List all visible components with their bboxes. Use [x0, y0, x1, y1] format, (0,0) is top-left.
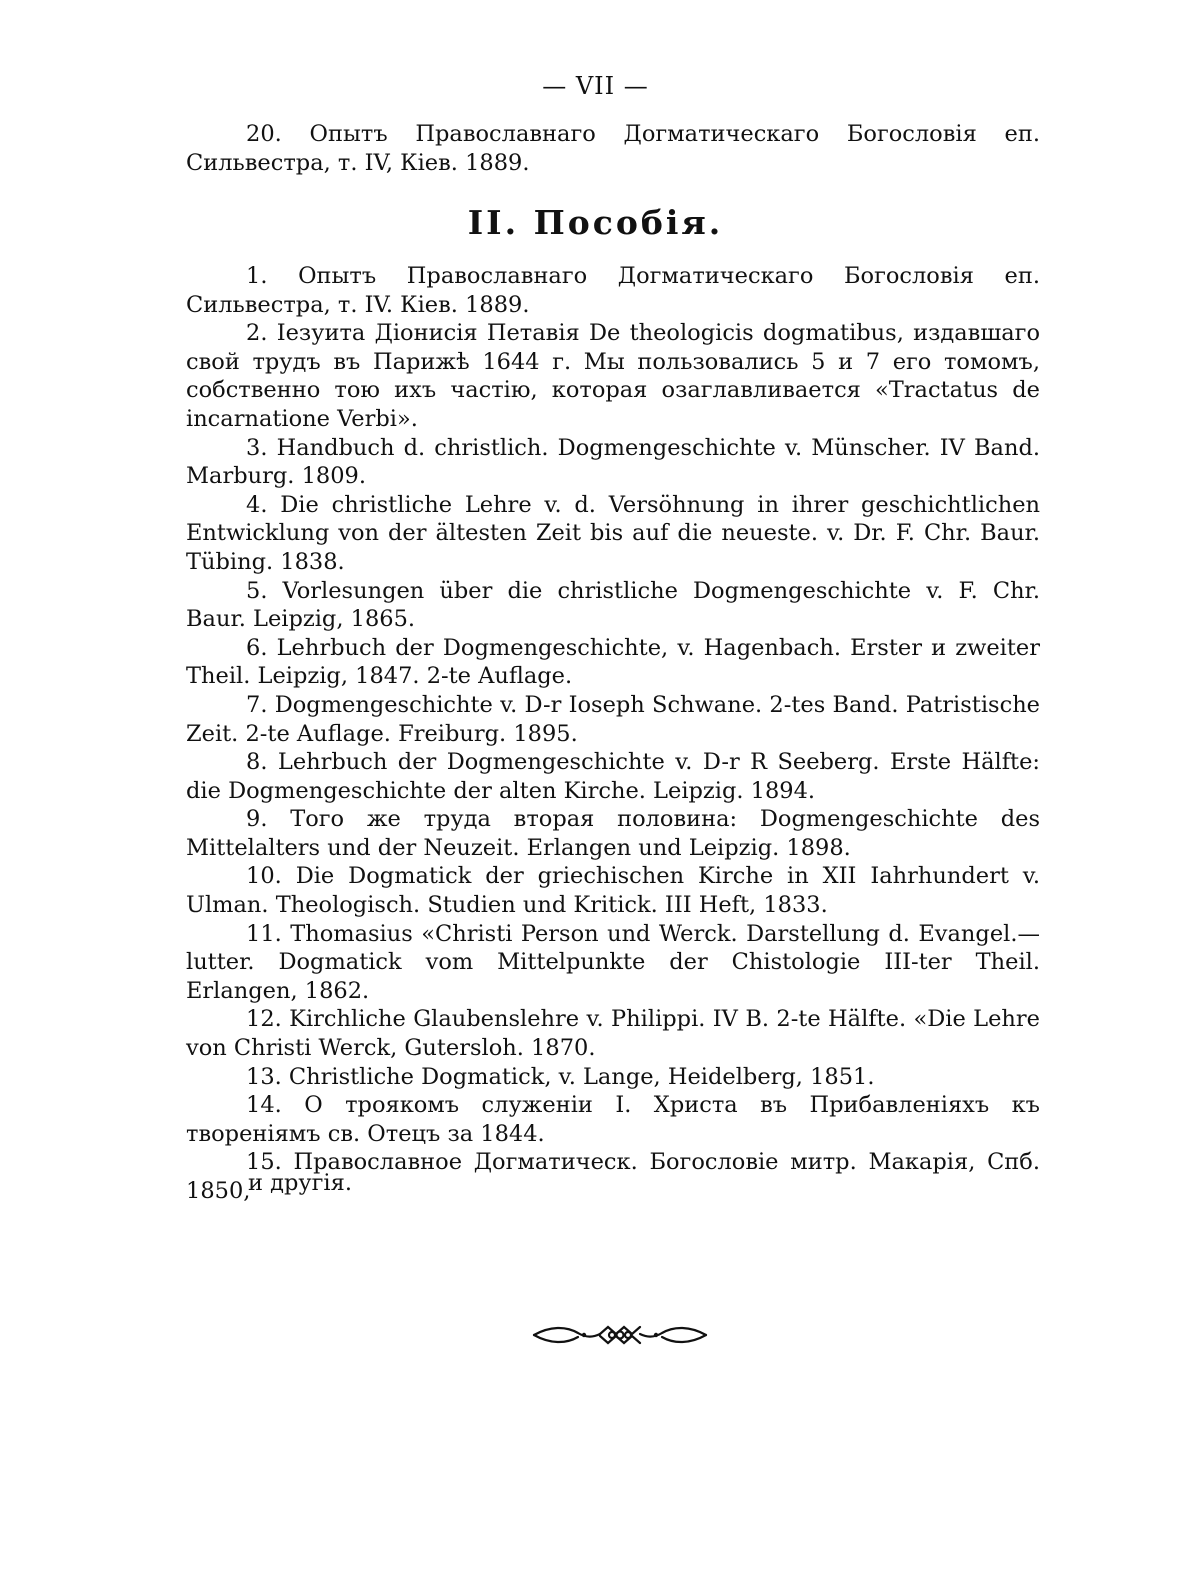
list-item: 5. Vorlesungen über die christliche Dogmengeschichte v. F. Chr. Baur. Leipzig, 1865. — [186, 577, 1040, 633]
list-item: 10. Die Dogmatick der griechischen Kirche in XII Iahrhundert v. Ulman. Theologisch. Studien und Kritick. III Heft, 1833. — [186, 863, 1040, 919]
list-item: 12. Kirchliche Glaubenslehre v. Philippi. IV B. 2-te Hälfte. «Die Lehre von Christi Werck, Gutersloh. 1870. — [186, 1006, 1040, 1062]
closing-text: и другія. — [248, 1170, 352, 1196]
list-item: 8. Lehrbuch der Dogmengeschichte v. D-r R Seeberg. Erste Hälfte: die Dogmengeschichte der alten Kirche. Leipzig. 1894. — [186, 749, 1040, 804]
list-item: 14. О троякомъ служеніи I. Христа въ Прибавленіяхъ къ твореніямъ св. Отецъ за 1844. — [186, 1092, 1040, 1147]
list-item: 2. Іезуита Діонисія Петавія De theologicis dogmatibus, издавшаго свой трудъ въ Парижѣ 1644 г. Мы пользовались 5 и 7 его томомъ, собственно тою ихъ частію, которая озаглавливается «Tractatus de incarnatione Verbi». — [186, 320, 1040, 432]
list-item: 6. Lehrbuch der Dogmengeschichte, v. Hagenbach. Erster и zweiter Theil. Leipzig, 1847. 2-te Auflage. — [186, 634, 1040, 690]
list-item: 15. Православное Догматическ. Богословіе митр. Макарія, Спб. 1850, — [186, 1149, 1040, 1204]
list-item: 20. Опытъ Православнаго Догматическаго Богословія еп. Сильвестра, т. IV, Кіев. 1889. — [186, 121, 1040, 176]
list-item: 9. Того же труда вторая половина: Dogmengeschichte des Mittelalters und der Neuzeit. Erlangen und Leipzig. 1898. — [186, 806, 1040, 861]
list-item: 1. Опытъ Православнаго Догматическаго Богословія еп. Сильвестра, т. IV. Кіев. 1889. — [186, 263, 1040, 318]
list-item: 3. Handbuch d. christlich. Dogmengeschichte v. Münscher. IV Band. Marburg. 1809. — [186, 434, 1040, 490]
list-item: 11. Thomasius «Christi Person und Werck. Darstellung d. Evangel.—lutter. Dogmatick vom Mittelpunkte der Chistologie III-ter Theil. Erlangen, 1862. — [186, 920, 1040, 1004]
page-number: — VII — — [542, 72, 649, 100]
list-item: 13. Christliche Dogmatick, v. Lange, Heidelberg, 1851. — [246, 1063, 875, 1090]
decorative-ornament-icon — [532, 1321, 708, 1349]
top-entry-block — [186, 120, 1040, 177]
list-item: 7. Dogmengeschichte v. D-r Ioseph Schwane. 2-tes Band. Patristische Zeit. 2-te Auflage. Freiburg. 1895. — [186, 691, 1040, 747]
bibliography-list — [186, 262, 1040, 1206]
section-title: II. Пособія. — [467, 203, 724, 242]
list-item: 4. Die christliche Lehre v. d. Versöhnung in ihrer geschichtlichen Entwicklung von der ältesten Zeit bis auf die neueste. v. Dr. F. Chr. Baur. Tübing. 1838. — [186, 491, 1040, 575]
